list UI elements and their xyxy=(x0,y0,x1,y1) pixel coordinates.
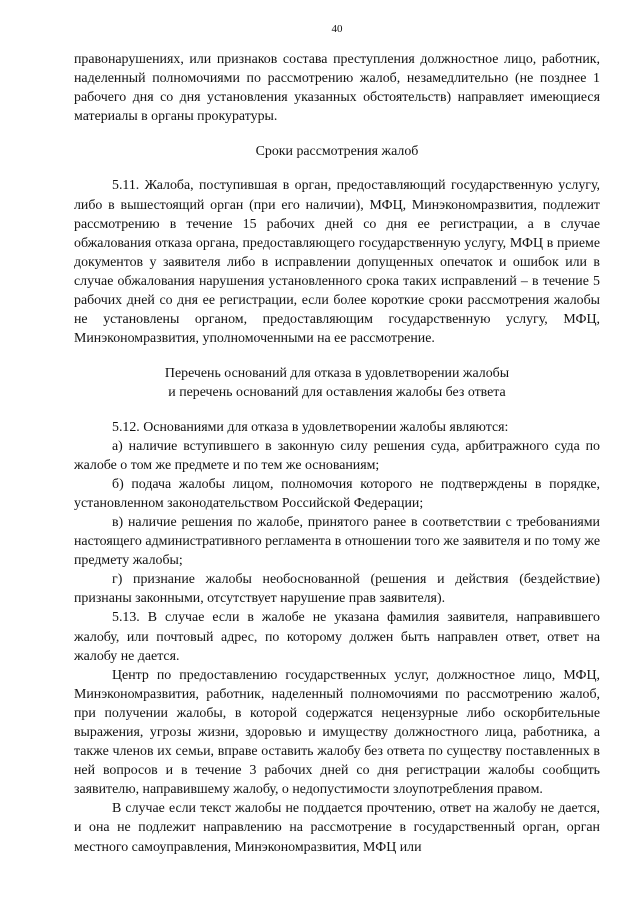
list-item-b: б) подача жалобы лицом, полномочия которого не подтверждены в порядке, установленном законодательством Российской Федерации; xyxy=(74,476,600,511)
list-item-g: г) признание жалобы необоснованной (решения и действия (бездействие) признаны законными, отсутствует нарушение прав заявителя). xyxy=(74,572,600,607)
paragraph-5-13: 5.13. В случае если в жалобе не указана фамилия заявителя, направившего жалобу, или почтовый адрес, по которому должен быть направлен ответ, ответ на жалобу не дается. xyxy=(74,610,600,664)
heading-line: Перечень оснований для отказа в удовлетворении жалобы xyxy=(164,366,510,382)
paragraph-prosecutor-referral: правонарушениях, или признаков состава преступления должностное лицо, работник, наделенный полномочиями по рассмотрению жалоб, незамедлительно (не позднее 1 рабочего дня со дня установления указанных обстоятельств) направляет имеющиеся материалы в органы прокуратуры. xyxy=(74,52,600,125)
paragraph-5-12: 5.12. Основаниями для отказа в удовлетворении жалобы являются: xyxy=(112,419,509,435)
heading-refusal-grounds xyxy=(74,364,600,402)
paragraph-abusive-complaint: Центр по предоставлению государственных услуг, должностное лицо, МФЦ, Минэкономразвития, работник, наделенный полномочиями по рассмотрению жалоб, при получении жалобы, в которой содержатся нецензурные либо оскорбительные выражения, угрозы жизни, здоровью и имуществу должностного лица, работника, а также членов их семьи, вправе оставить жалобу без ответа по существу поставленных в ней вопросов и в течение 3 рабочих дней со дня регистрации жалобы сообщить заявителю, направившему жалобу, о недопустимости злоупотребления правом. xyxy=(74,667,600,798)
list-item-v: в) наличие решения по жалобе, принятого ранее в соответствии с требованиями настоящего административного регламента в отношении того же заявителя и по тому же предмету жалобы; xyxy=(74,514,600,569)
list-item-a: а) наличие вступившего в законную силу решения суда, арбитражного суда по жалобе о том же предмете и по тем же основаниям; xyxy=(74,438,600,473)
heading-line: Сроки рассмотрения жалоб xyxy=(255,144,419,160)
heading-review-terms xyxy=(74,142,600,161)
paragraph-5-11: 5.11. Жалоба, поступившая в орган, предоставляющий государственную услугу, либо в вышестоящий орган (при его наличии), МФЦ, Минэкономразвития, подлежит рассмотрению в течение 15 рабочих дней со дня ее регистрации, а в случае обжалования отказа органа, предоставляющего государственную услугу, МФЦ в приеме документов у заявителя либо в исправлении допущенных опечаток и ошибок или в случае обжалования нарушения установленного срока таких исправлений – в течение 5 рабочих дней со дня ее регистрации, если более короткие сроки рассмотрения жалобы не установлены органом, предоставляющим государственную услугу, МФЦ, Минэкономразвития, уполномоченными на ее рассмотрение. xyxy=(74,178,600,347)
paragraph-unreadable-complaint: В случае если текст жалобы не поддается прочтению, ответ на жалобу не дается, и она не подлежит направлению на рассмотрение в государственный орган, орган местного самоуправления, Минэкономразвития, МФЦ или xyxy=(74,801,600,855)
page-number: 40 xyxy=(331,23,343,35)
heading-line: и перечень оснований для оставления жалобы без ответа xyxy=(168,385,506,401)
